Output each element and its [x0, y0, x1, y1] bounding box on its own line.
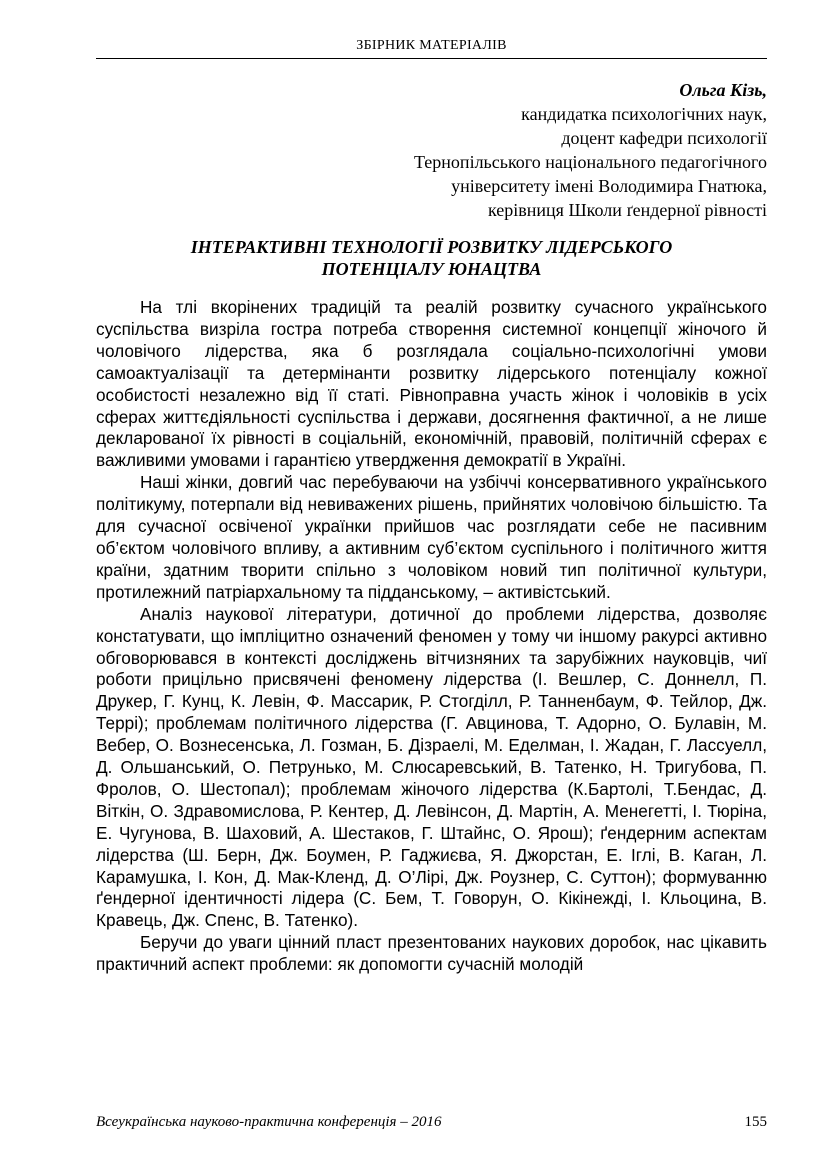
body-paragraph: Аналіз наукової літератури, дотичної до проблеми лідерства, дозволяє констатувати, що імпліцитно означений феномен у тому чи іншому ракурсі активно обговорювався в контексті досліджень вітчизняних та зарубіжних науковців, чиї роботи прицільно присвячені феномену лідерства (І. Вешлер, С. Доннелл, П. Друкер, Г. Кунц, К. Левін, Ф. Массарик, Р. Стогділл, Р. Танненбаум, Ф. Тейлор, Дж. Террі); проблемам політичного лідерства (Г. Авцинова, Т. Адорно, О. Булавін, М. Вебер, О. Вознесенська, Л. Гозман, Б. Дізраелі, М. Еделман, І. Жадан, Г. Лассуелл, Д. Ольшанський, О. Петрунько, М. Слюсаревський, В. Татенко, Н. Тригубова, П. Фролов, О. Шестопал); проблемам жіночого лідерства (К.Бартолі, Т.Бендас, Д. Віткін, О. Здравомислова, Р. Кентер, Д. Левінсон, Д. Мартін, А. Менегетті, І. Тюріна, Е. Чугунова, В. Шаховий, А. Шестаков, Г. Штайнс, О. Ярош); ґендерним аспектам лідерства (Ш. Берн, Дж. Боумен, Р. Гаджиєва, Я. Джорстан, Е. Іглі, В. Каган, Л. Карамушка, І. Кон, Д. Мак-Кленд, Д. О’Лірі, Дж. Роузнер, С. Суттон); формуванню ґендерної ідентичності лідера (С. Бем, Т. Говорун, О. Кікінежді, І. Кльоцина, В. Кравець, Дж. Спенс, В. Татенко).	[96, 603, 767, 931]
body-paragraph: Наші жінки, довгий час перебуваючи на узбіччі консервативного українського політикуму, потерпали від невиважених рішень, прийнятих чоловічою більшістю. Та для сучасної освіченої українки прийшов час розглядати себе не пасивним об’єктом чоловічого впливу, а активним суб’єктом суспільного і політичного життя країни, здатним творити спільно з чоловіком новий тип політичної культури, протилежний патріархальному та підданському, – активістський.	[96, 472, 767, 602]
author-block	[207, 78, 767, 222]
article-title	[96, 236, 767, 280]
page-number: 155	[744, 1114, 767, 1130]
author-name: Ольга Кізь,	[679, 80, 767, 100]
conference-footer: Всеукраїнська науково-практична конференція – 2016	[96, 1114, 442, 1130]
body-paragraph: Беручи до уваги цінний пласт презентованих наукових доробок, нас цікавить практичний аспект проблеми: як допомогти сучасній молодій	[96, 932, 767, 975]
author-affiliation-line: керівниця Школи ґендерної рівності	[488, 200, 767, 220]
running-header: ЗБІРНИК МАТЕРІАЛІВ	[356, 38, 507, 53]
author-affiliation-line: Тернопільського національного педагогічного	[414, 152, 767, 172]
header-divider	[96, 58, 767, 59]
article-title-line: ІНТЕРАКТИВНІ ТЕХНОЛОГІЇ РОЗВИТКУ ЛІДЕРСЬКОГО	[190, 237, 673, 257]
article-title-line: ПОТЕНЦІАЛУ ЮНАЦТВА	[321, 259, 542, 279]
body-paragraph: На тлі вкорінених традицій та реалій розвитку сучасного українського суспільства визріла гостра потреба створення системної концепції жіночого й чоловічого лідерства, яка б розглядала соціально-психологічні умови самоактуалізації та детермінанти розвитку лідерського потенціалу кожної особистості незалежно від її статі. Рівноправна участь жінок і чоловіків в усіх сферах життєдіяльності суспільства і держави, досягнення фактичної, а не лише декларованої їх рівності в соціальній, економічній, правовій, політичній сферах є важливими умовами і гарантією утвердження демократії в Україні.	[96, 297, 767, 471]
author-affiliation-line: університету імені Володимира Гнатюка,	[451, 176, 767, 196]
article-body	[96, 297, 767, 976]
author-affiliation-line: доцент кафедри психології	[561, 128, 767, 148]
author-affiliation-line: кандидатка психологічних наук,	[521, 104, 767, 124]
